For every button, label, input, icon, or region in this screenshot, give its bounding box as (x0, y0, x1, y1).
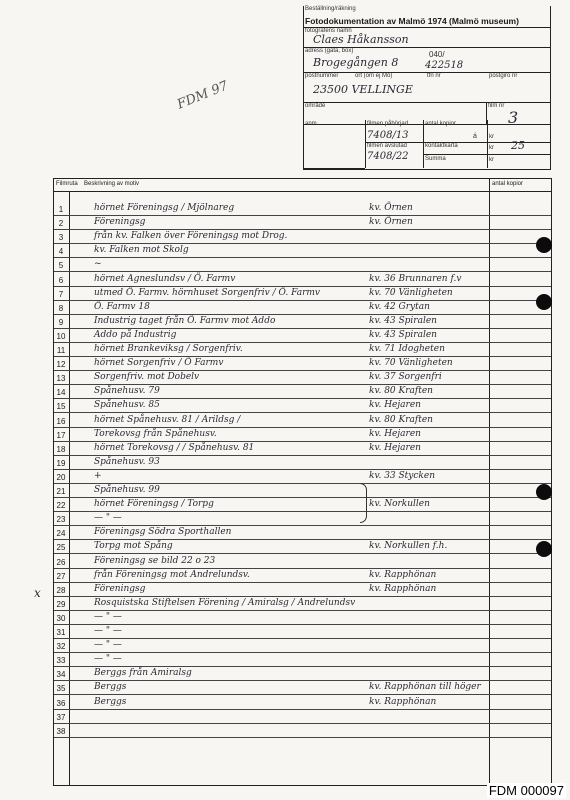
col-desc-header: Beskrivning av motiv (84, 181, 140, 187)
motif-table (53, 178, 552, 786)
col-copies-header: antal kopior (492, 181, 524, 187)
table-row (54, 258, 551, 272)
phone-prefix: 040/ (429, 50, 445, 59)
motif-description: hörnet Brankeviksg / Sorgenfriv. (94, 344, 243, 354)
photographer-label: fotografens namn (305, 28, 352, 34)
motif-description: Torekovsg från Spånehusv. (94, 428, 217, 439)
motif-description: hörnet Föreningsg / Mjölnareg (94, 203, 235, 213)
table-row (54, 385, 551, 399)
block-name: kv. Örnen (369, 217, 413, 228)
block-name: kv. 43 Spiralen (369, 315, 437, 326)
frame-number: 20 (56, 472, 66, 482)
motif-description: Spånehusv. 93 (94, 456, 160, 467)
price-each: á (473, 133, 477, 140)
film-number-label: film nr (488, 103, 505, 109)
frame-number: 37 (56, 712, 66, 722)
frame-number: 7 (58, 289, 64, 299)
table-row (54, 244, 551, 258)
postal-label: postnummer (305, 73, 339, 79)
motif-description: Sorgenfriv. mot Dobelv (94, 372, 200, 383)
block-name: kv. 71 Idogheten (369, 344, 445, 354)
table-row (54, 329, 551, 343)
order-label: Beställning/räkning (305, 6, 356, 12)
motif-description: Spånehusv. 79 (94, 386, 160, 397)
phone-label: tfn nr (427, 73, 441, 79)
table-row (54, 696, 551, 710)
motif-description: hörnet Agneslundsv / Ö. Farmv (94, 273, 236, 284)
frame-number: 4 (58, 247, 64, 257)
table-row (54, 569, 551, 583)
address-value: Brogegången 8 (313, 56, 399, 69)
film-number-value: 3 (508, 108, 519, 127)
table-row (54, 343, 551, 357)
frame-number: 13 (56, 374, 66, 384)
copies-label: antal kopior (425, 121, 457, 127)
motif-description: hörnet Torekovsg / / Spånehusv. 81 (94, 442, 255, 453)
frame-number: 36 (56, 698, 66, 708)
block-name: kv. 36 Brunnaren f.v (369, 273, 462, 284)
table-header (54, 179, 551, 192)
frame-number: 11 (56, 346, 66, 355)
block-name: kv. 37 Sorgenfri (369, 372, 442, 383)
frame-number: 19 (56, 458, 66, 468)
contact-label: kontaktkarta (425, 143, 458, 149)
frame-number: 12 (56, 360, 66, 370)
form-title: Fotodokumentation av Malmö 1974 (Malmö museum) (305, 16, 519, 26)
motif-description: Föreningsg (94, 583, 146, 594)
frame-number: 14 (56, 388, 66, 398)
table-row (54, 287, 551, 301)
table-row (54, 653, 551, 667)
block-name: kv. 33 Stycken (369, 470, 435, 481)
address-label: adress (gata, box) (305, 48, 354, 54)
frame-number: 9 (58, 317, 64, 327)
frame-number: 33 (56, 656, 66, 666)
motif-description: Spånehusv. 85 (94, 400, 160, 411)
kr-label-3: kr (489, 157, 494, 163)
table-row (54, 456, 551, 470)
table-row (54, 667, 551, 681)
motif-description: Rosquistska Stiftelsen Förening / Amiralsg / Andrelundsv (94, 597, 356, 608)
table-row (54, 526, 551, 540)
photographer-name: Claes Håkansson (313, 33, 409, 46)
table-row (54, 555, 551, 569)
frame-number: 35 (56, 684, 66, 694)
table-row (54, 681, 551, 695)
block-name: kv. Rapphönan (369, 696, 437, 707)
frame-number: 34 (56, 670, 66, 680)
block-name: kv. Hejaren (369, 428, 421, 439)
table-row (54, 202, 551, 216)
frame-number: 2 (58, 219, 64, 229)
table-row (54, 512, 551, 526)
frame-number: 25 (56, 543, 66, 553)
motif-description: — " — (94, 626, 122, 636)
frame-number: 31 (56, 628, 66, 637)
frame-number: 22 (56, 501, 66, 511)
table-row (54, 470, 551, 484)
motif-description: Föreningsg (94, 217, 146, 228)
table-row (54, 597, 551, 611)
col-frame-header: Filmruta (56, 181, 78, 187)
frame-number: 15 (56, 402, 66, 412)
block-name: kv. 43 Spiralen (369, 329, 437, 340)
frame-number: 23 (56, 515, 66, 525)
block-name: kv. Hejaren (369, 400, 421, 411)
table-row (54, 583, 551, 597)
motif-description: Ö. Farmv 18 (94, 301, 150, 312)
area-label: område (305, 103, 326, 109)
header-frame (303, 6, 551, 170)
table-row (54, 399, 551, 413)
frame-number: 24 (56, 529, 66, 539)
frame-number: 16 (56, 416, 66, 426)
frame-number: 3 (58, 233, 64, 243)
table-row (54, 230, 551, 244)
contact-value: 25 (511, 139, 525, 152)
block-name: kv. 70 Vänligheten (369, 358, 453, 369)
block-name: kv. 42 Grytan (369, 301, 430, 312)
motif-description: från kv. Falken över Föreningsg mot Drog. (94, 231, 288, 242)
punch-hole (536, 294, 552, 310)
frame-number: 5 (58, 261, 64, 271)
kr-label-1: kr (489, 134, 494, 140)
table-row (54, 639, 551, 653)
postal-value: 23500 VELLINGE (313, 83, 413, 96)
motif-description: från Föreningsg mot Andrelundsv. (94, 569, 250, 580)
frame-number: 18 (56, 444, 66, 454)
motif-description: kv. Falken mot Skolg (94, 245, 189, 256)
fdm-handwritten-mark: FDM 97 (175, 78, 231, 113)
motif-description: ~ (94, 259, 102, 270)
motif-description: — " — (94, 640, 122, 651)
table-row (54, 484, 551, 498)
motif-description: + (94, 470, 102, 481)
table-row (54, 540, 551, 554)
motif-description: Addo på Industrig (94, 329, 177, 340)
sum-label: Summa (425, 156, 446, 162)
block-name: kv. 70 Vänligheten (369, 287, 453, 298)
table-row (54, 498, 551, 512)
kr-label-2: kr (489, 145, 494, 151)
motif-description: Berggs (94, 682, 127, 693)
table-row (54, 625, 551, 639)
block-name: kv. Rapphönan till höger (369, 682, 481, 693)
block-name: kv. Hejaren (369, 442, 421, 453)
table-row (54, 428, 551, 442)
film-start-value: 7408/13 (367, 130, 409, 141)
table-row (54, 710, 551, 724)
frame-number: 27 (56, 571, 66, 581)
punch-hole (536, 237, 552, 253)
motif-description: Spånehusv. 99 (94, 485, 160, 495)
frame-number: 6 (58, 275, 64, 285)
film-end-label: filmen avslutad (367, 143, 408, 149)
block-name: kv. Norkullen (369, 499, 430, 510)
motif-description: Torpg mot Spång (94, 541, 173, 552)
motif-description: Industrig taget från Ö. Farmv mot Addo (94, 315, 276, 326)
motif-description: Föreningsg Södra Sporthallen (94, 527, 232, 538)
frame-number: 29 (56, 599, 66, 609)
film-start-label: filmen påbörjad (367, 121, 409, 127)
table-row (54, 315, 551, 329)
film-end-value: 7408/22 (367, 151, 409, 162)
table-row (54, 301, 551, 315)
motif-description: — " — (94, 654, 122, 665)
table-row (54, 357, 551, 371)
phone-number: 422518 (425, 60, 464, 71)
motif-description: hörnet Spånehusv. 81 / Arildsg / (94, 414, 241, 425)
footer-id: FDM 000097 (488, 783, 564, 798)
punch-hole (536, 541, 552, 557)
bracket-mark (360, 483, 367, 523)
table-row (54, 724, 551, 738)
block-name: kv. Rapphönan (369, 583, 437, 594)
table-row (54, 442, 551, 456)
frame-number: 28 (56, 585, 66, 595)
city-label: ort (om ej Mö) (355, 73, 393, 79)
motif-description: Föreningsg se bild 22 o 23 (94, 555, 216, 566)
block-name: kv. Rapphönan (369, 569, 437, 580)
frame-number: 21 (56, 487, 66, 496)
motif-description: hörnet Sorgenfriv / Ö Farmv (94, 358, 224, 369)
motif-description: utmed Ö. Farmv. hörnhuset Sorgenfriv / Ö. Farmv (94, 287, 320, 298)
block-name: kv. Örnen (369, 203, 413, 213)
frame-number: 30 (56, 613, 66, 623)
table-row (54, 414, 551, 428)
block-name: kv. 80 Kraften (369, 386, 433, 397)
frame-number: 17 (56, 430, 66, 440)
frame-number: 26 (56, 557, 66, 567)
table-row (54, 611, 551, 625)
anm-label: anm. (305, 121, 319, 127)
frame-number: 38 (56, 726, 66, 736)
block-name: kv. 80 Kraften (369, 414, 433, 425)
postgiro-label: postgiro nr (489, 73, 518, 79)
motif-description: Berggs (94, 696, 127, 707)
table-row (54, 371, 551, 385)
table-row (54, 216, 551, 230)
frame-number: 1 (58, 205, 64, 214)
margin-mark: x (34, 586, 41, 600)
frame-number: 10 (56, 331, 66, 341)
block-name: kv. Norkullen f.h. (369, 541, 448, 552)
punch-hole (536, 484, 552, 500)
motif-description: — " — (94, 513, 122, 524)
motif-description: — " — (94, 611, 122, 622)
motif-description: hörnet Föreningsg / Torpg (94, 499, 214, 510)
frame-number: 8 (58, 303, 64, 313)
motif-description: Berggs från Amiralsg (94, 668, 192, 679)
frame-number: 32 (56, 642, 66, 652)
table-row (54, 273, 551, 287)
